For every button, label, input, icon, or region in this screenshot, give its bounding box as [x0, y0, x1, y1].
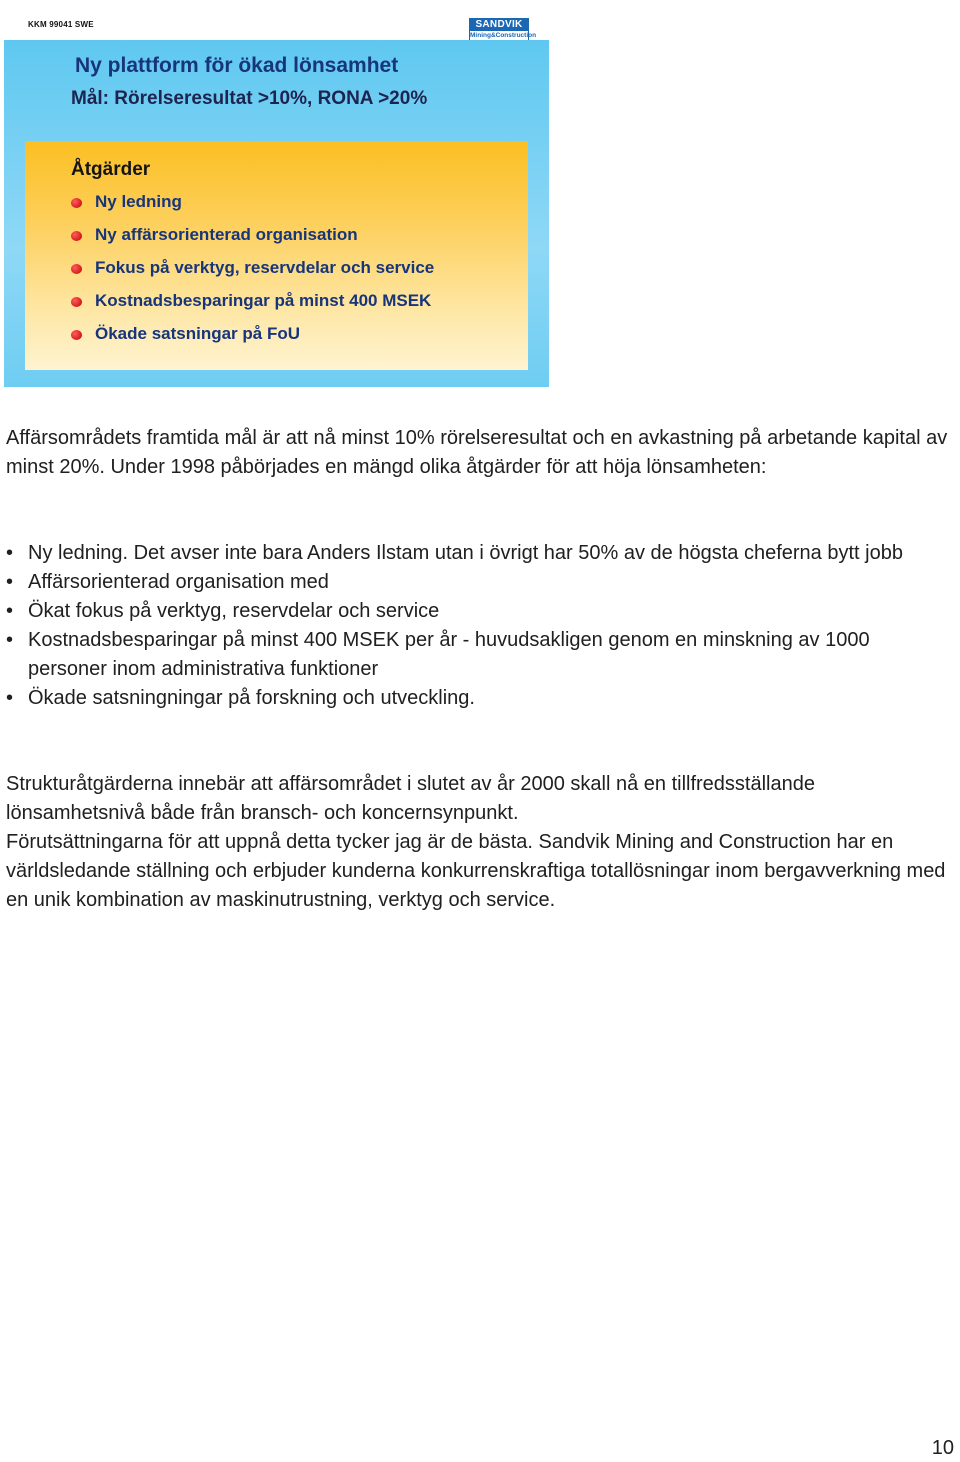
- action-item-label: Kostnadsbesparingar på minst 400 MSEK: [95, 291, 432, 310]
- actions-box: [25, 141, 528, 370]
- slide-header: [4, 4, 549, 40]
- actions-list: [71, 191, 434, 356]
- action-item-label: Ny ledning: [95, 192, 182, 211]
- red-bullet-icon: [71, 297, 82, 307]
- red-bullet-icon: [71, 198, 82, 208]
- red-bullet-icon: [71, 330, 82, 340]
- red-bullet-icon: [71, 264, 82, 274]
- action-item-label: Ny affärsorienterad organisation: [95, 225, 358, 244]
- intro-paragraph: Affärsområdets framtida mål är att nå minst 10% rörelseresultat och en avkastning på arbetande kapital av minst 20%. Under 1998 påbörjades en mängd olika åtgärder för att höja lönsamheten:: [6, 427, 948, 478]
- logo-name: SANDVIK: [470, 19, 528, 31]
- page-number: 10: [931, 1437, 954, 1459]
- slide-body: [4, 40, 549, 387]
- action-item: [71, 290, 434, 323]
- document-code: KKM 99041 SWE: [28, 20, 94, 29]
- action-item: [71, 257, 434, 290]
- action-item: [71, 323, 434, 356]
- measure-item: • Kostnadsbesparingar på minst 400 MSEK per år - huvudsakligen genom en minskning av 1000 personer inom administrativa funktioner: [6, 626, 950, 684]
- sandvik-logo: [469, 18, 537, 42]
- slide-title: Ny plattform för ökad lönsamhet: [75, 54, 399, 77]
- conclusion-text-1: Strukturåtgärderna innebär att affärsområdet i slutet av år 2000 skall nå en tillfredsställande lönsamhetsnivå både från bransch- och koncernsynpunkt.: [6, 773, 815, 824]
- conclusion-text-2: Förutsättningarna för att uppnå detta tycker jag är de bästa. Sandvik Mining and Construction har en världsledande ställning och erbjuder kunderna konkurrenskraftiga totallösningar inom bergavverkning med en unik kombination av maskinutrustning, verktyg och service.: [6, 831, 946, 911]
- slide-subtitle: Mål: Rörelseresultat >10%, RONA >20%: [71, 88, 428, 109]
- conclusion-paragraph: [6, 770, 950, 915]
- measure-item: • Affärsorienterad organisation med: [6, 568, 950, 597]
- actions-heading: Åtgärder: [71, 159, 151, 180]
- logo-subtitle: Mining&Construction: [470, 32, 537, 39]
- measure-item: • Ökade satsningningar på forskning och utveckling.: [6, 684, 950, 713]
- action-item: [71, 191, 434, 224]
- measures-list: [6, 539, 950, 713]
- action-item-label: Ökade satsningar på FoU: [95, 324, 300, 343]
- measure-item: • Ny ledning. Det avser inte bara Anders Ilstam utan i övrigt har 50% av de högsta cheferna bytt jobb: [6, 539, 950, 568]
- action-item: [71, 224, 434, 257]
- action-item-label: Fokus på verktyg, reservdelar och service: [95, 258, 435, 277]
- red-bullet-icon: [71, 231, 82, 241]
- measure-item: • Ökat fokus på verktyg, reservdelar och service: [6, 597, 950, 626]
- slide-image: [4, 4, 549, 387]
